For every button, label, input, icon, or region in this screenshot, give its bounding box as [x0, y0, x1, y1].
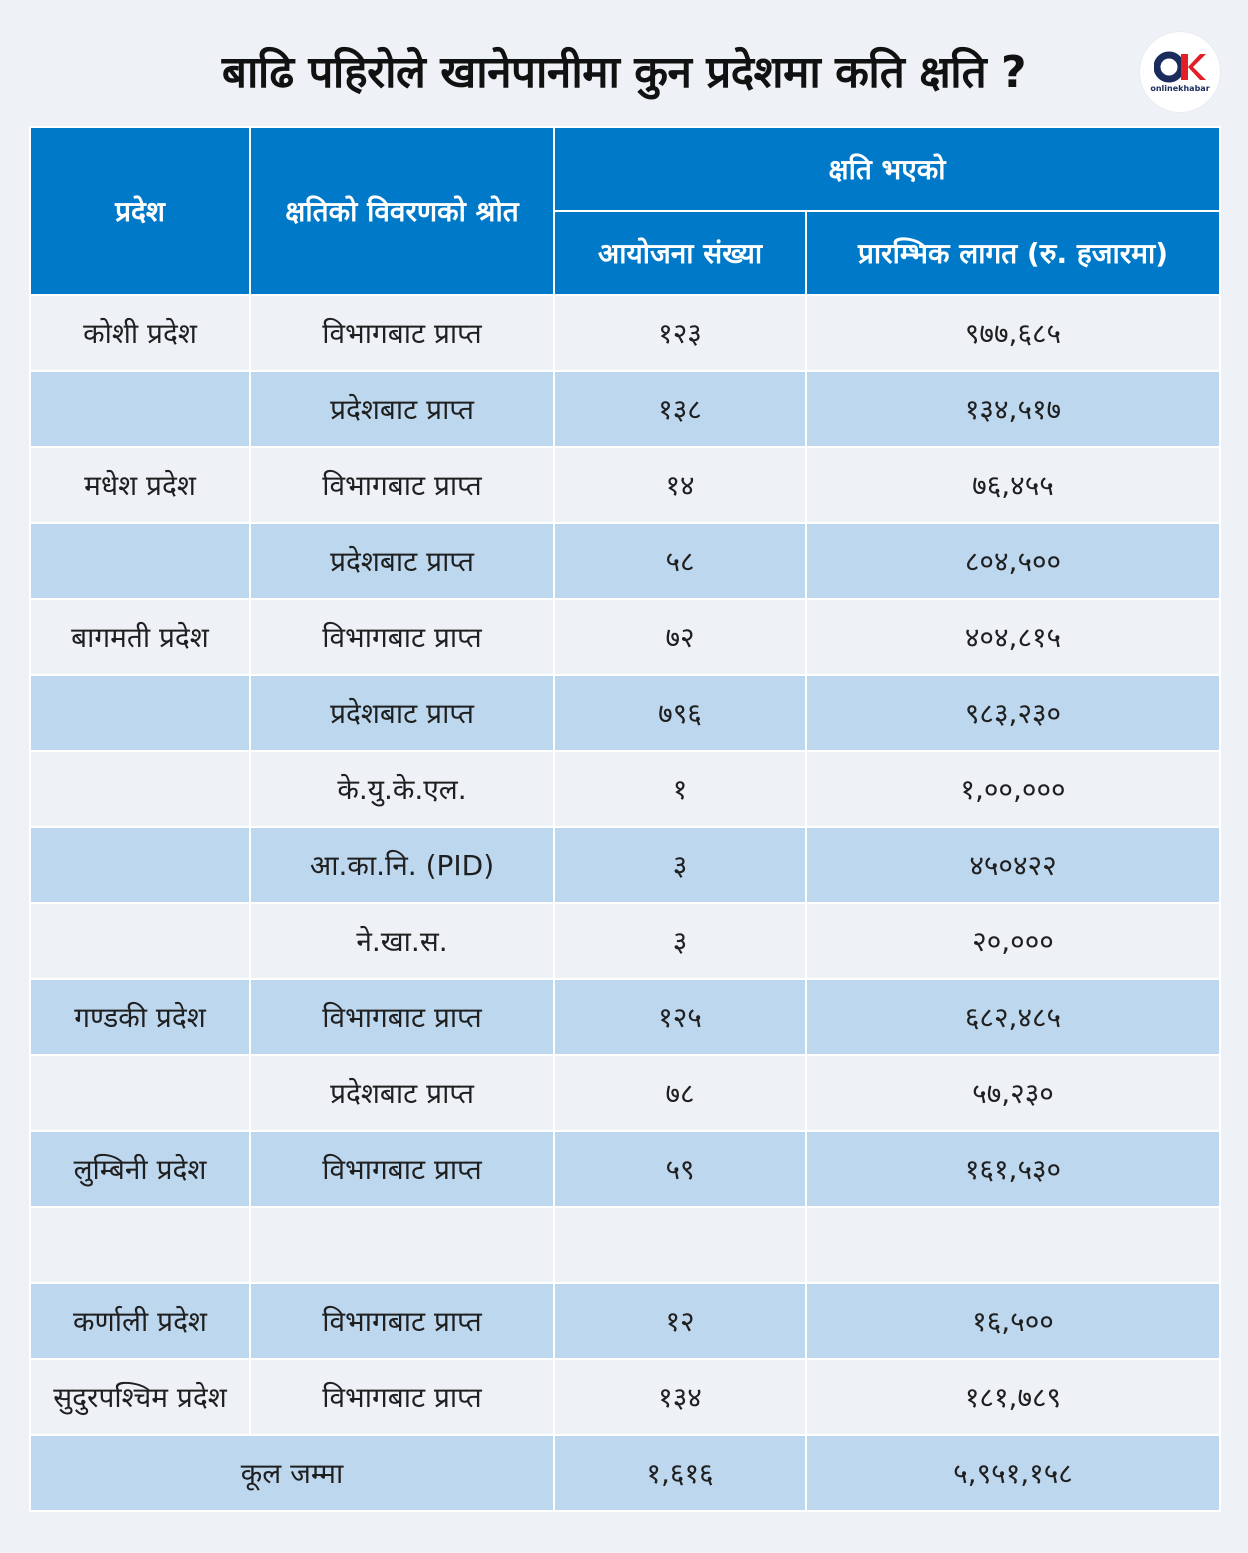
header-province: प्रदेश [30, 127, 250, 295]
cell-province [30, 523, 250, 599]
table-row [30, 295, 1220, 371]
table-row [30, 599, 1220, 675]
table-row [30, 1359, 1220, 1435]
cell-cost: १६१,५३० [806, 1131, 1220, 1207]
cell-source: प्रदेशबाट प्राप्त [250, 523, 554, 599]
cell-source: विभागबाट प्राप्त [250, 1359, 554, 1435]
cell-province: लुम्बिनी प्रदेश [30, 1131, 250, 1207]
total-projects: १,६१६ [554, 1435, 806, 1511]
table-row [30, 1207, 1220, 1283]
cell-projects: १४ [554, 447, 806, 523]
cell-province: बागमती प्रदेश [30, 599, 250, 675]
cell-province: कोशी प्रदेश [30, 295, 250, 371]
table-row [30, 1131, 1220, 1207]
cell-source: विभागबाट प्राप्त [250, 1283, 554, 1359]
cell-province [30, 751, 250, 827]
cell-province [30, 1055, 250, 1131]
cell-province: गण्डकी प्रदेश [30, 979, 250, 1055]
cell-cost: ४०४,८१५ [806, 599, 1220, 675]
cell-province: कर्णाली प्रदेश [30, 1283, 250, 1359]
logo-text: onlinekhabar [1150, 84, 1210, 93]
cell-source: आ.का.नि. (PID) [250, 827, 554, 903]
onlinekhabar-logo [1140, 32, 1220, 112]
cell-source: विभागबाट प्राप्त [250, 979, 554, 1055]
cell-source: के.यु.के.एल. [250, 751, 554, 827]
damage-table [29, 126, 1221, 1512]
header-projects: आयोजना संख्या [554, 211, 806, 295]
cell-cost: १,००,००० [806, 751, 1220, 827]
table-row [30, 827, 1220, 903]
page-title: बाढि पहिरोले खानेपानीमा कुन प्रदेशमा कति क्षति ? [221, 47, 1027, 98]
header-source: क्षतिको विवरणको श्रोत [250, 127, 554, 295]
cell-source: विभागबाट प्राप्त [250, 1131, 554, 1207]
cell-province: सुदुरपश्चिम प्रदेश [30, 1359, 250, 1435]
cell-projects: १ [554, 751, 806, 827]
table-row [30, 1055, 1220, 1131]
cell-cost: ७६,४५५ [806, 447, 1220, 523]
cell-province [30, 371, 250, 447]
cell-province [30, 903, 250, 979]
cell-source: प्रदेशबाट प्राप्त [250, 675, 554, 751]
total-row [30, 1435, 1220, 1511]
table-row [30, 371, 1220, 447]
cell-cost: ४५०४२२ [806, 827, 1220, 903]
table-row [30, 979, 1220, 1055]
table-row [30, 523, 1220, 599]
cell-province: मधेश प्रदेश [30, 447, 250, 523]
table-row [30, 1283, 1220, 1359]
cell-projects: १३८ [554, 371, 806, 447]
cell-cost [806, 1207, 1220, 1283]
cell-source: विभागबाट प्राप्त [250, 447, 554, 523]
cell-projects: १२३ [554, 295, 806, 371]
cell-province [30, 1207, 250, 1283]
cell-province [30, 827, 250, 903]
cell-projects: १२५ [554, 979, 806, 1055]
table-row [30, 903, 1220, 979]
cell-source: विभागबाट प्राप्त [250, 295, 554, 371]
cell-projects: ७८ [554, 1055, 806, 1131]
cell-province [30, 675, 250, 751]
cell-projects: ५९ [554, 1131, 806, 1207]
cell-source: प्रदेशबाट प्राप्त [250, 371, 554, 447]
cell-cost: ९८३,२३० [806, 675, 1220, 751]
total-cost: ५,९५१,१५८ [806, 1435, 1220, 1511]
cell-projects: ७९६ [554, 675, 806, 751]
cell-projects: ५८ [554, 523, 806, 599]
cell-cost: ५७,२३० [806, 1055, 1220, 1131]
cell-source: विभागबाट प्राप्त [250, 599, 554, 675]
cell-cost: १३४,५१७ [806, 371, 1220, 447]
cell-cost: ८०४,५०० [806, 523, 1220, 599]
cell-projects [554, 1207, 806, 1283]
cell-cost: १८१,७८९ [806, 1359, 1220, 1435]
total-label: कूल जम्मा [30, 1435, 554, 1511]
ok-logo-icon [1154, 50, 1206, 84]
cell-projects: १२ [554, 1283, 806, 1359]
cell-cost: २०,००० [806, 903, 1220, 979]
cell-projects: ३ [554, 827, 806, 903]
cell-projects: १३४ [554, 1359, 806, 1435]
cell-cost: ६८२,४८५ [806, 979, 1220, 1055]
header-damage-group: क्षति भएको [554, 127, 1220, 211]
cell-cost: १६,५०० [806, 1283, 1220, 1359]
table-row [30, 447, 1220, 523]
table-row [30, 675, 1220, 751]
cell-source: प्रदेशबाट प्राप्त [250, 1055, 554, 1131]
header-cost: प्रारम्भिक लागत (रु. हजारमा) [806, 211, 1220, 295]
cell-source [250, 1207, 554, 1283]
cell-cost: ९७७,६८५ [806, 295, 1220, 371]
table-row [30, 751, 1220, 827]
cell-projects: ७२ [554, 599, 806, 675]
cell-projects: ३ [554, 903, 806, 979]
cell-source: ने.खा.स. [250, 903, 554, 979]
